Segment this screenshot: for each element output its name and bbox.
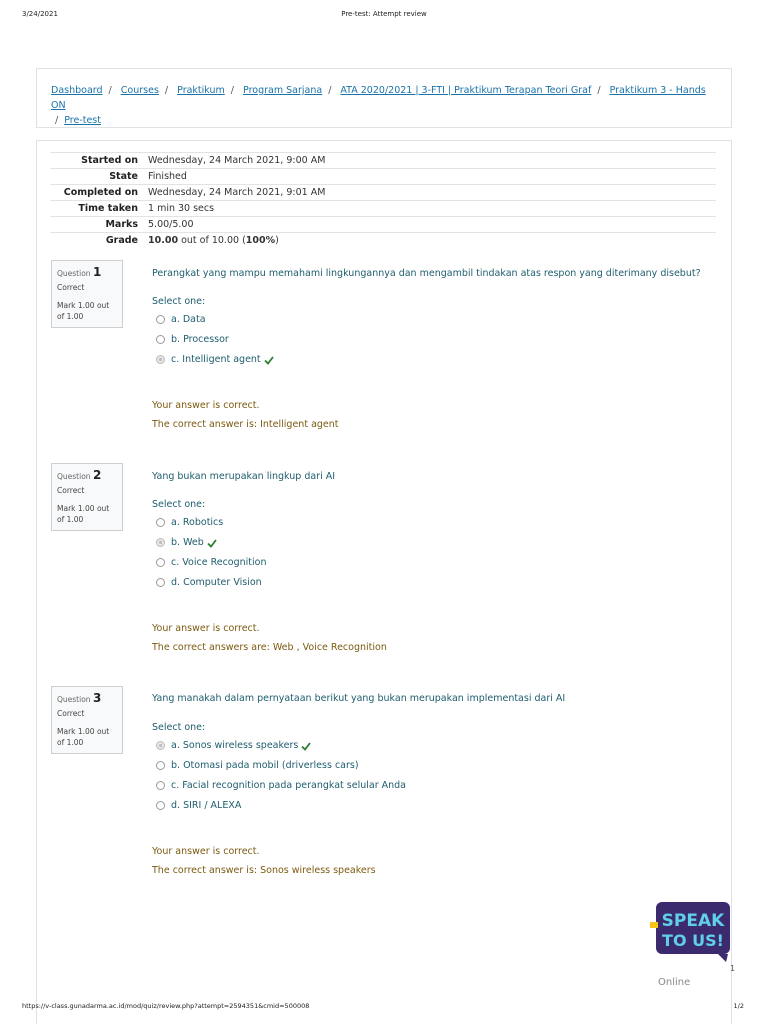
question-label: Question bbox=[57, 472, 91, 481]
option-label: b. Otomasi pada mobil (driverless cars) bbox=[171, 760, 359, 771]
breadcrumb-courses[interactable]: Courses bbox=[120, 85, 159, 96]
breadcrumb-separator: / bbox=[164, 85, 169, 96]
badge-tail bbox=[718, 954, 728, 962]
correct-answer-text: The correct answer is: Intelligent agent bbox=[152, 419, 339, 430]
radio-button-selected[interactable] bbox=[156, 355, 165, 364]
speak-badge-line2: TO US! bbox=[662, 931, 724, 950]
question-num: 2 bbox=[92, 468, 102, 482]
breadcrumb bbox=[36, 68, 732, 128]
question-text-2: Yang bukan merupakan lingkup dari AI bbox=[152, 471, 336, 482]
question-state: Correct bbox=[57, 486, 85, 495]
print-date: 3/24/2021 bbox=[22, 10, 58, 18]
grade-value: 10.00 bbox=[148, 235, 179, 246]
option-3d[interactable] bbox=[156, 800, 241, 811]
feedback-text: Your answer is correct. bbox=[152, 623, 260, 634]
summary-label: Started on bbox=[81, 155, 138, 166]
radio-button-selected[interactable] bbox=[156, 538, 165, 547]
page-marker: 1 bbox=[730, 964, 736, 973]
grade-rest: out of 10.00 ( bbox=[181, 235, 246, 246]
online-status: Online bbox=[658, 977, 691, 988]
speak-to-us-chat-button[interactable] bbox=[648, 898, 736, 962]
question-num: 1 bbox=[92, 265, 102, 279]
summary-row-completed bbox=[50, 184, 716, 200]
breadcrumb-separator: / bbox=[230, 85, 234, 96]
summary-label: Time taken bbox=[78, 203, 138, 214]
radio-button[interactable] bbox=[156, 801, 165, 810]
breadcrumb-separator: / bbox=[597, 85, 601, 96]
option-label: a. Data bbox=[171, 314, 206, 325]
question-info-1 bbox=[51, 260, 123, 328]
option-1b[interactable] bbox=[156, 334, 229, 345]
question-label: Question bbox=[57, 695, 91, 704]
option-label: c. Facial recognition pada perangkat selular Anda bbox=[171, 780, 406, 791]
breadcrumb-program-sarjana[interactable]: Program Sarjana bbox=[243, 85, 323, 96]
option-3b[interactable] bbox=[156, 760, 359, 771]
print-page-number: 1/2 bbox=[733, 1002, 744, 1010]
breadcrumb-section[interactable]: Praktikum 3 - Hands ON bbox=[51, 85, 706, 111]
summary-value: 1 min 30 secs bbox=[148, 203, 215, 214]
option-label: b. Web bbox=[171, 537, 204, 548]
print-url: https://v-class.gunadarma.ac.id/mod/quiz/review.php?attempt=2594351&cmid=500008 bbox=[22, 1002, 310, 1010]
question-num: 3 bbox=[92, 691, 102, 705]
summary-label: Grade bbox=[105, 235, 138, 246]
radio-button[interactable] bbox=[156, 518, 165, 527]
print-footer bbox=[0, 1002, 768, 1014]
summary-row-grade bbox=[50, 232, 716, 248]
breadcrumb-separator: / bbox=[108, 85, 112, 96]
question-mark: Mark 1.00 out of 1.00 bbox=[57, 504, 110, 524]
summary-value: 5.00/5.00 bbox=[148, 219, 194, 230]
option-3a[interactable] bbox=[156, 740, 311, 751]
question-info-2 bbox=[51, 463, 123, 531]
summary-label: Completed on bbox=[63, 187, 138, 198]
question-state: Correct bbox=[57, 709, 85, 718]
grade-percent: 100% bbox=[245, 235, 276, 246]
option-2c[interactable] bbox=[156, 557, 267, 568]
option-label: d. Computer Vision bbox=[171, 577, 262, 588]
grade-close: ) bbox=[275, 235, 279, 246]
question-mark: Mark 1.00 out of 1.00 bbox=[57, 301, 110, 321]
correct-check-icon bbox=[301, 741, 311, 751]
breadcrumb-praktikum[interactable]: Praktikum bbox=[177, 85, 225, 96]
feedback-text: Your answer is correct. bbox=[152, 400, 260, 411]
option-label: c. Voice Recognition bbox=[171, 557, 267, 568]
correct-check-icon bbox=[264, 355, 274, 365]
option-label: d. SIRI / ALEXA bbox=[171, 800, 242, 811]
correct-answer-text: The correct answer is: Sonos wireless speakers bbox=[152, 865, 376, 876]
question-text-1: Perangkat yang mampu memahami lingkungannya dan mengambil tindakan atas respon yang diterimany disebut? bbox=[152, 268, 701, 279]
breadcrumb-dashboard[interactable]: Dashboard bbox=[51, 85, 103, 96]
option-2a[interactable] bbox=[156, 517, 223, 528]
question-state: Correct bbox=[57, 283, 85, 292]
select-one-label: Select one: bbox=[152, 722, 206, 733]
summary-value: Wednesday, 24 March 2021, 9:01 AM bbox=[148, 187, 326, 198]
option-2b[interactable] bbox=[156, 537, 217, 548]
radio-button[interactable] bbox=[156, 335, 165, 344]
option-3c[interactable] bbox=[156, 780, 406, 791]
summary-row-started bbox=[50, 152, 716, 168]
select-one-label: Select one: bbox=[152, 499, 206, 510]
radio-button[interactable] bbox=[156, 558, 165, 567]
radio-button[interactable] bbox=[156, 578, 165, 587]
radio-button[interactable] bbox=[156, 761, 165, 770]
question-number bbox=[57, 468, 117, 482]
correct-answer-text: The correct answers are: Web , Voice Recognition bbox=[152, 642, 387, 653]
breadcrumb-pre-test[interactable]: Pre-test bbox=[64, 115, 101, 126]
radio-button-selected[interactable] bbox=[156, 741, 165, 750]
question-text-3: Yang manakah dalam pernyataan berikut yang bukan merupakan implementasi dari AI bbox=[152, 693, 566, 704]
option-2d[interactable] bbox=[156, 577, 262, 588]
question-number bbox=[57, 265, 117, 279]
summary-label: State bbox=[109, 171, 138, 182]
summary-label: Marks bbox=[105, 219, 138, 230]
option-1c[interactable] bbox=[156, 354, 274, 365]
option-label: c. Intelligent agent bbox=[171, 354, 261, 365]
question-mark: Mark 1.00 out of 1.00 bbox=[57, 727, 110, 747]
summary-row-state bbox=[50, 168, 716, 184]
summary-row-time-taken bbox=[50, 200, 716, 216]
correct-check-icon bbox=[207, 538, 217, 548]
summary-value bbox=[148, 235, 279, 246]
summary-row-marks bbox=[50, 216, 716, 232]
select-one-label: Select one: bbox=[152, 296, 206, 307]
radio-button[interactable] bbox=[156, 781, 165, 790]
question-label: Question bbox=[57, 269, 91, 278]
question-number bbox=[57, 691, 117, 705]
breadcrumb-separator: / bbox=[55, 115, 59, 126]
option-label: a. Sonos wireless speakers bbox=[171, 740, 299, 751]
radio-button[interactable] bbox=[156, 315, 165, 324]
option-1a[interactable] bbox=[156, 314, 206, 325]
speak-badge-line1: SPEAK bbox=[661, 911, 725, 931]
badge-accent bbox=[650, 922, 658, 928]
summary-value: Finished bbox=[148, 171, 187, 182]
feedback-text: Your answer is correct. bbox=[152, 846, 260, 857]
breadcrumb-separator: / bbox=[328, 85, 332, 96]
option-label: a. Robotics bbox=[171, 517, 224, 528]
option-label: b. Processor bbox=[171, 334, 229, 345]
breadcrumb-course[interactable]: ATA 2020/2021 | 3-FTI | Praktikum Terapan Teori Graf bbox=[340, 85, 592, 96]
print-title: Pre-test: Attempt review bbox=[341, 10, 427, 18]
question-info-3 bbox=[51, 686, 123, 754]
print-header bbox=[0, 10, 768, 24]
summary-value: Wednesday, 24 March 2021, 9:00 AM bbox=[148, 155, 326, 166]
attempt-summary-table bbox=[50, 152, 716, 248]
